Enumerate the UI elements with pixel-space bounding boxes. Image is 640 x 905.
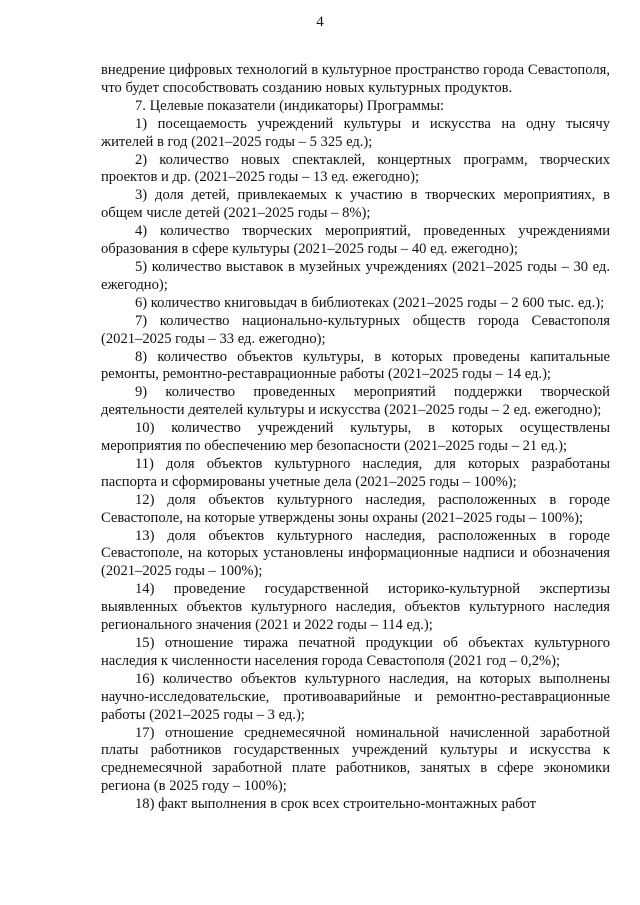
indicator-7: 7) количество национально-культурных обществ города Севастополя (2021–2025 годы – 33 ед. ежегодно); [101, 312, 610, 347]
indicator-2: 2) количество новых спектаклей, концертных программ, творческих проектов и др. (2021–2025 годы – 13 ед. ежегодно); [101, 151, 610, 186]
indicator-17: 17) отношение среднемесячной номинальной начисленной заработной платы работников государственных учреждений культуры и искусства к среднемесячной заработной плате работников, занятых в сфере экономики региона (в 2025 году – 100%); [101, 724, 610, 795]
document-body [101, 62, 610, 814]
page-number: 4 [316, 14, 324, 30]
indicator-1: 1) посещаемость учреждений культуры и искусства на одну тысячу жителей в год (2021–2025 годы – 5 325 ед.); [101, 115, 610, 150]
indicator-12: 12) доля объектов культурного наследия, расположенных в городе Севастополе, на которые утверждены зоны охраны (2021–2025 годы – 100%); [101, 491, 610, 526]
indicator-5: 5) количество выставок в музейных учреждениях (2021–2025 годы – 30 ед. ежегодно); [101, 258, 610, 293]
indicator-16: 16) количество объектов культурного наследия, на которых выполнены научно-исследовательские, противоаварийные и ремонтно-реставрационные работы (2021–2025 годы – 3 ед.); [101, 670, 610, 723]
section-heading: 7. Целевые показатели (индикаторы) Программы: [135, 97, 445, 114]
indicator-4: 4) количество творческих мероприятий, проведенных учреждениями образования в сфере культуры (2021–2025 годы – 40 ед. ежегодно); [101, 223, 610, 258]
indicator-6: 6) количество книговыдач в библиотеках (2021–2025 годы – 2 600 тыс. ед.); [135, 294, 605, 311]
indicator-18: 18) факт выполнения в срок всех строительно-монтажных работ [135, 796, 537, 813]
intro-paragraph: внедрение цифровых технологий в культурное пространство города Севастополя, что будет способствовать созданию новых культурных продуктов. [101, 62, 610, 96]
indicator-3: 3) доля детей, привлекаемых к участию в творческих мероприятиях, в общем числе детей (2021–2025 годы – 8%); [101, 187, 610, 222]
indicator-11: 11) доля объектов культурного наследия, для которых разработаны паспорта и сформированы учетные дела (2021–2025 годы – 100%); [101, 455, 610, 490]
indicator-9: 9) количество проведенных мероприятий поддержки творческой деятельности деятелей культуры и искусства (2021–2025 годы – 2 ед. ежегодно); [101, 384, 610, 419]
indicator-13: 13) доля объектов культурного наследия, расположенных в городе Севастополе, на которых установлены информационные надписи и обозначения (2021–2025 годы – 100%); [101, 527, 610, 580]
indicator-8: 8) количество объектов культуры, в которых проведены капитальные ремонты, ремонтно-реставрационные работы (2021–2025 годы – 14 ед.); [101, 348, 610, 383]
indicator-10: 10) количество учреждений культуры, в которых осуществлены мероприятия по обеспечению мер безопасности (2021–2025 годы – 21 ед.); [101, 420, 610, 455]
indicator-14: 14) проведение государственной историко-культурной экспертизы выявленных объектов культурного наследия, объектов культурного наследия регионального значения (2021 и 2022 годы – 114 ед.); [101, 581, 610, 634]
indicator-15: 15) отношение тиража печатной продукции об объектах культурного наследия к численности населения города Севастополя (2021 год – 0,2%); [101, 635, 610, 669]
